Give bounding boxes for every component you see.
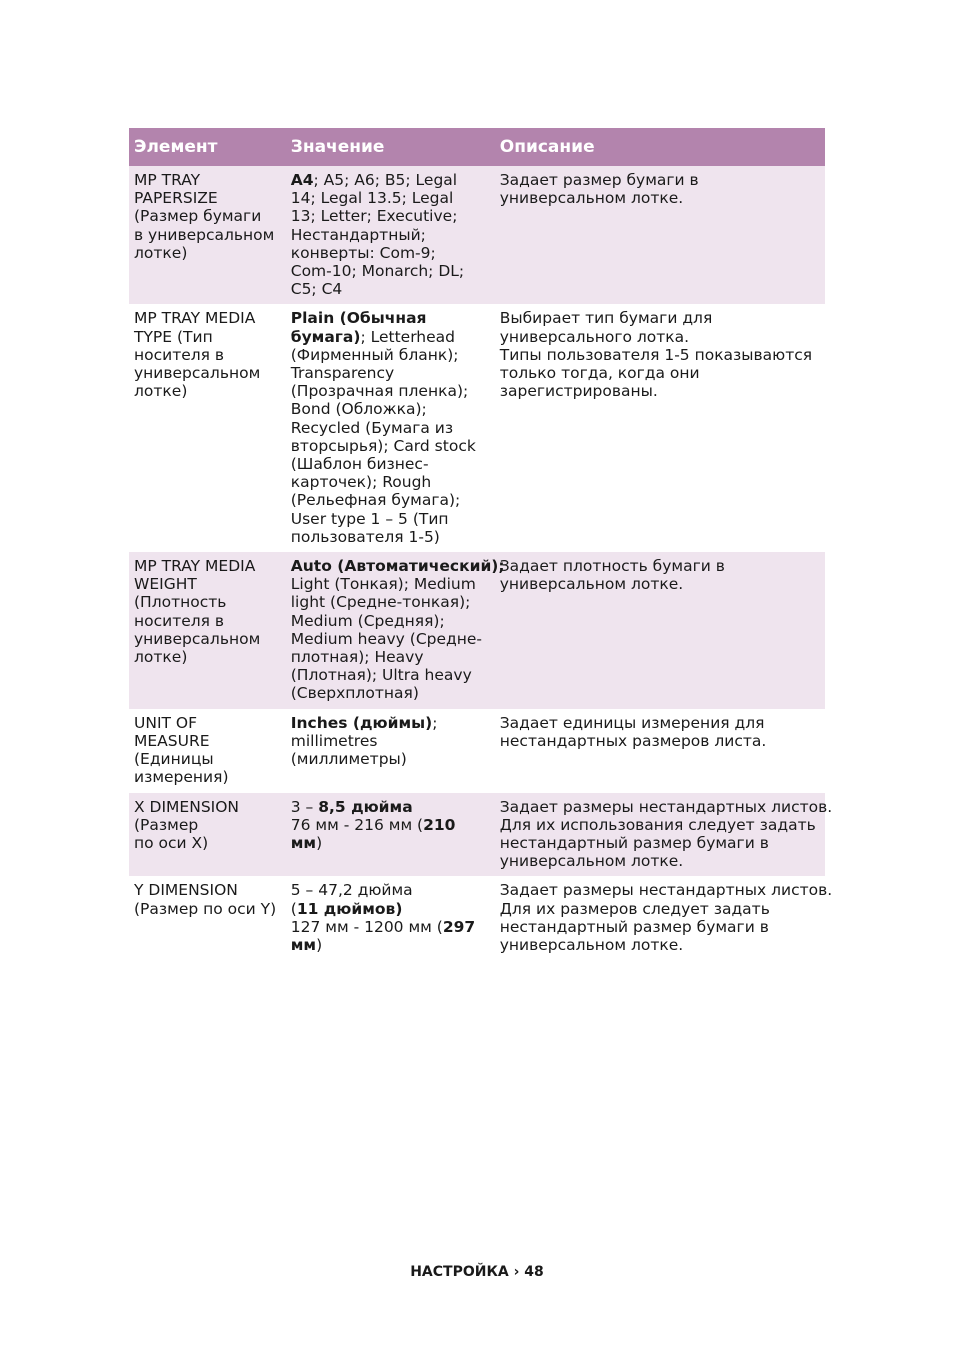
value-text: C5; C4 — [290, 280, 343, 299]
value-text: ; A5; A6; B5; Legal — [313, 171, 458, 189]
description-cell — [495, 876, 833, 960]
value-line — [291, 419, 490, 437]
value-line — [291, 455, 490, 473]
value-line — [291, 575, 490, 593]
value-text: Medium (Средняя); — [290, 611, 445, 630]
description-line: Задает размеры нестандартных листов. — [499, 797, 833, 816]
value-line — [291, 881, 490, 899]
value-text: Light (Тонкая); Medium — [290, 575, 476, 594]
footer-page-number: 48 — [524, 1264, 544, 1280]
value-text: 13; Letter; Executive; — [290, 207, 458, 226]
value-line — [291, 834, 490, 852]
description-line: Задает плотность бумаги в — [499, 557, 725, 576]
description-cell — [495, 166, 825, 304]
value-text: millimetres — [290, 731, 378, 750]
value-cell — [286, 304, 495, 552]
item-line: (Размер по оси Y) — [134, 899, 277, 918]
item-line: универсальном — [134, 629, 261, 648]
value-line — [291, 593, 490, 611]
description-line: Типы пользователя 1-5 показываются — [499, 345, 813, 364]
value-cell — [286, 552, 505, 709]
item-line: MP TRAY MEDIA — [134, 557, 256, 576]
item-line: MEASURE — [134, 731, 210, 750]
value-text: Нестандартный; — [290, 225, 426, 244]
item-line: (Единицы — [134, 750, 214, 769]
value-line — [291, 328, 490, 346]
description-cell — [495, 304, 825, 552]
description-line: универсальном лотке. — [499, 189, 684, 208]
value-line — [291, 473, 490, 491]
item-line: носителя в — [134, 611, 225, 630]
value-line — [291, 528, 490, 546]
value-cell — [286, 876, 495, 960]
item-cell — [129, 876, 286, 960]
item-cell — [129, 166, 286, 304]
value-text: 3 – — [290, 797, 319, 816]
value-text: карточек); Rough — [290, 473, 432, 492]
item-line: универсальном — [134, 364, 261, 383]
item-line: X DIMENSION — [134, 797, 240, 816]
item-line: лотке) — [134, 382, 188, 401]
item-line: по оси X) — [134, 833, 209, 852]
item-line: Y DIMENSION — [134, 881, 238, 900]
table-body — [129, 166, 833, 960]
value-bold-text: 297 — [442, 917, 476, 936]
description-cell — [495, 709, 825, 793]
value-cell — [286, 166, 495, 304]
description-line: только тогда, когда они — [499, 364, 700, 383]
value-text: ( — [290, 899, 297, 918]
value-line — [291, 612, 490, 630]
value-line — [291, 750, 490, 768]
description-line: Для их использования следует задать — [499, 815, 816, 834]
value-text: Medium heavy (Средне- — [290, 629, 483, 648]
value-line — [291, 189, 490, 207]
item-line: PAPERSIZE — [134, 189, 218, 208]
value-line — [291, 437, 490, 455]
value-bold-text: Auto (Автоматический); — [290, 557, 505, 576]
value-line — [291, 918, 490, 936]
header-description: Описание — [495, 128, 825, 166]
description-line: Задает единицы измерения для — [499, 713, 765, 732]
table-row — [129, 793, 825, 877]
item-line: в универсальном — [134, 225, 275, 244]
description-line: нестандартных размеров листа. — [499, 731, 767, 750]
value-line — [291, 510, 490, 528]
value-text: 76 мм - 216 мм ( — [290, 815, 424, 834]
value-text: (миллиметры) — [290, 750, 407, 769]
value-bold-text: бумага) — [290, 327, 361, 346]
item-line: лотке) — [134, 648, 188, 667]
value-bold-text: A4 — [290, 171, 314, 189]
value-line — [291, 732, 490, 750]
item-line: UNIT OF — [134, 713, 198, 732]
value-line — [291, 207, 490, 225]
value-bold-text: мм — [290, 833, 317, 852]
description-line: универсальном лотке. — [499, 935, 684, 954]
value-cell — [286, 793, 495, 877]
value-text: 5 – 47,2 дюйма — [290, 881, 413, 900]
description-cell — [495, 793, 833, 877]
value-line — [291, 714, 490, 732]
value-bold-text: 11 дюймов) — [296, 899, 403, 918]
value-text: пользователя 1-5) — [290, 527, 440, 546]
item-line: MP TRAY — [134, 171, 201, 189]
value-text: (Фирменный бланк); — [290, 345, 459, 364]
item-line: (Плотность — [134, 593, 227, 612]
description-cell — [495, 552, 825, 709]
item-cell — [129, 552, 286, 709]
value-line — [291, 648, 490, 666]
value-cell — [286, 709, 495, 793]
item-line: лотке) — [134, 243, 188, 262]
description-line: Задает размер бумаги в — [499, 171, 699, 189]
value-text: Transparency — [290, 364, 395, 383]
value-line — [291, 630, 490, 648]
item-cell — [129, 304, 286, 552]
value-text: плотная); Heavy — [290, 648, 424, 667]
item-line: MP TRAY MEDIA — [134, 309, 256, 328]
description-line: универсальном лотке. — [499, 575, 684, 594]
value-line — [290, 557, 505, 576]
value-text: (Сверхплотная) — [290, 684, 419, 703]
description-line: зарегистрированы. — [499, 382, 658, 401]
value-text: light (Средне-тонкая); — [290, 593, 471, 612]
value-text: User type 1 – 5 (Тип — [290, 509, 449, 528]
value-text: 127 мм - 1200 мм ( — [290, 917, 443, 936]
value-line — [291, 491, 490, 509]
description-line: универсального лотка. — [499, 327, 690, 346]
value-text: ) — [316, 935, 323, 954]
value-text: (Рельефная бумага); — [290, 491, 461, 510]
settings-table — [129, 128, 833, 960]
value-line — [291, 244, 490, 262]
table-row — [129, 304, 825, 552]
table-header-row — [129, 128, 825, 166]
item-line: носителя в — [134, 345, 225, 364]
value-line — [291, 309, 490, 327]
description-line: Выбирает тип бумаги для — [499, 309, 713, 328]
description-line: универсальном лотке. — [499, 852, 684, 871]
value-line — [291, 171, 490, 189]
value-line — [291, 816, 490, 834]
value-line — [291, 262, 490, 280]
value-line — [291, 798, 490, 816]
value-text: конверты: Com-9; — [290, 243, 436, 262]
value-line — [291, 684, 490, 702]
value-line — [291, 936, 490, 954]
value-text: (Плотная); Ultra heavy — [290, 666, 472, 685]
value-text: (Прозрачная пленка); — [290, 382, 469, 401]
item-line: измерения) — [134, 768, 229, 787]
value-text: (Шаблон бизнес- — [290, 455, 429, 474]
description-line: Для их размеров следует задать — [499, 899, 770, 918]
value-line — [291, 226, 490, 244]
page-footer — [0, 1264, 954, 1280]
footer-separator: › — [513, 1264, 520, 1280]
table-row — [129, 876, 825, 960]
value-text: 14; Legal 13.5; Legal — [290, 189, 454, 208]
value-text: ) — [316, 833, 323, 852]
value-text: вторсырья); Card stock — [290, 436, 476, 455]
item-cell — [129, 709, 286, 793]
item-line: WEIGHT — [134, 575, 197, 594]
value-text: Bond (Обложка); — [290, 400, 427, 419]
value-bold-text: 210 — [423, 815, 456, 834]
value-line — [291, 364, 490, 382]
item-cell — [129, 793, 286, 877]
item-line: (Размер — [134, 815, 199, 834]
value-text: ; Letterhead — [360, 327, 455, 346]
table-row — [129, 552, 825, 709]
description-line: нестандартный размер бумаги в — [499, 833, 769, 852]
value-text: ; — [432, 713, 438, 732]
value-line — [291, 382, 490, 400]
description-line: нестандартный размер бумаги в — [499, 917, 769, 936]
value-bold-text: Inches (дюймы) — [290, 713, 433, 732]
value-line — [291, 346, 490, 364]
value-line — [291, 400, 490, 418]
value-bold-text: мм — [290, 935, 317, 954]
table-row — [129, 709, 825, 793]
value-bold-text: Plain (Обычная — [290, 309, 427, 328]
value-text: Com-10; Monarch; DL; — [290, 262, 465, 281]
header-value: Значение — [286, 128, 495, 166]
footer-section: НАСТРОЙКА — [410, 1264, 509, 1280]
value-line — [291, 280, 490, 298]
value-bold-text: 8,5 дюйма — [318, 797, 413, 816]
table-row — [129, 166, 825, 304]
item-line: TYPE (Тип — [134, 327, 213, 346]
value-text: Recycled (Бумага из — [290, 418, 454, 437]
item-line: (Размер бумаги — [134, 207, 262, 226]
description-line: Задает размеры нестандартных листов. — [499, 881, 833, 900]
value-line — [291, 666, 490, 684]
header-item: Элемент — [129, 128, 286, 166]
value-line — [291, 900, 490, 918]
